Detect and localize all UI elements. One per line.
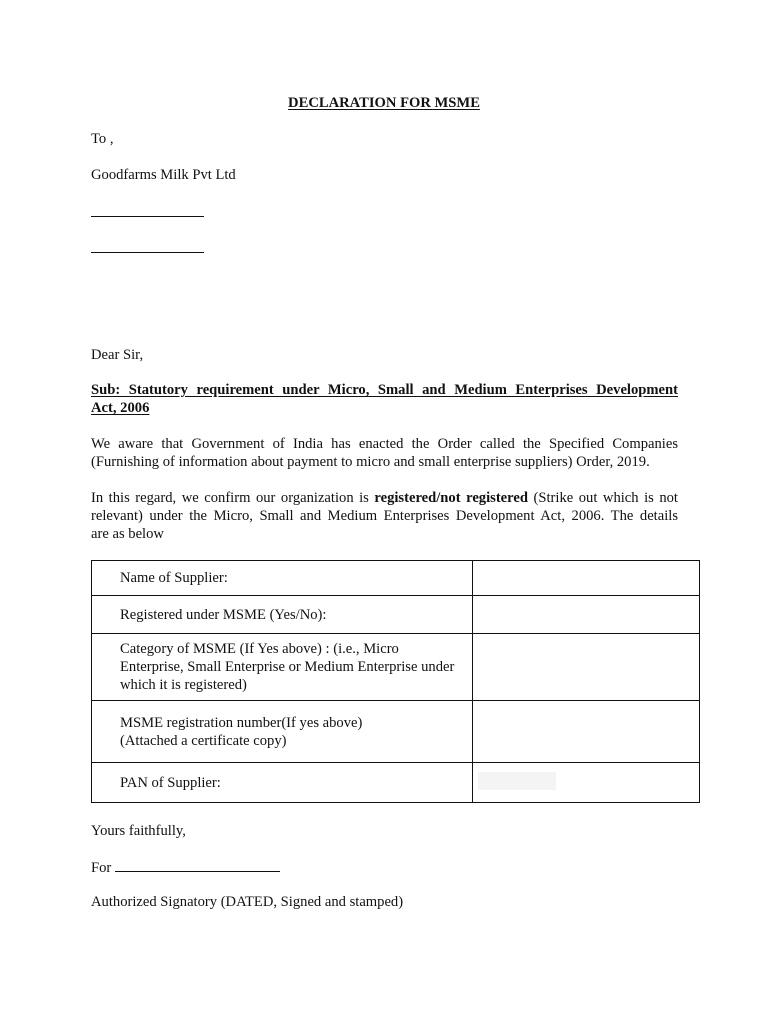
subject-line-1: Sub: Statutory requirement under Micro, Small and Medium Enterprises Development (91, 382, 678, 398)
paragraph-2-text-after: (Strike out which is not (527, 490, 678, 506)
table-label-line: which it is registered) (120, 677, 247, 693)
table-label-line: Registered under MSME (Yes/No): (120, 606, 327, 623)
table-row (92, 701, 700, 763)
table-row (92, 596, 700, 634)
subject-line-2: Act, 2006 (91, 400, 150, 416)
document-title: DECLARATION FOR MSME (288, 95, 480, 111)
table-label-line: Enterprise, Small Enterprise or Medium Enterprise under (120, 659, 455, 675)
table-row (92, 561, 700, 596)
table-label-line: Name of Supplier: (120, 570, 228, 586)
paragraph-2-line-3: are as below (91, 526, 164, 542)
subject-line (91, 381, 678, 417)
table-label-line: PAN of Supplier: (120, 774, 221, 791)
salutation: Dear Sir, (91, 347, 144, 363)
authorized-signatory-line: Authorized Signatory (DATED, Signed and stamped) (91, 894, 404, 910)
to-line: To , (91, 131, 114, 147)
paragraph-2-line-1 (91, 489, 678, 507)
table-label-line: (Attached a certificate copy) (120, 732, 287, 749)
msme-registered-label (92, 596, 473, 634)
supplier-name-field[interactable] (473, 561, 700, 596)
closing-line: Yours faithfully, (91, 823, 186, 839)
msme-registration-number-field[interactable] (473, 701, 700, 763)
paragraph-1-line-2: (Furnishing of information about payment to micro and small enterprise suppliers) Order, 2019. (91, 454, 650, 470)
company-name-blank (115, 857, 280, 872)
table-row (92, 634, 700, 701)
paragraph-1-line-1: We aware that Government of India has enacted the Order called the Specified Companies (91, 436, 678, 452)
for-line (91, 857, 280, 877)
pan-field-shading (478, 772, 556, 790)
paragraph-2-line-2: relevant) under the Micro, Small and Medium Enterprises Development Act, 2006. The details (91, 508, 678, 524)
pan-label (92, 763, 473, 803)
msme-registration-number-label (92, 701, 473, 763)
paragraph-order-notice (91, 435, 678, 471)
address-blank-line-1 (91, 216, 204, 217)
msme-category-field[interactable] (473, 634, 700, 701)
table-row (92, 763, 700, 803)
paragraph-registration-confirmation (91, 489, 678, 543)
msme-registered-field[interactable] (473, 596, 700, 634)
msme-category-label (92, 634, 473, 701)
for-label: For (91, 860, 112, 876)
supplier-name-label (92, 561, 473, 596)
table-label-line: Category of MSME (If Yes above) : (i.e., Micro (120, 641, 399, 657)
supplier-details-table (91, 560, 700, 803)
address-blank-line-2 (91, 252, 204, 253)
registration-status-option: registered/not registered (374, 490, 528, 506)
recipient-name: Goodfarms Milk Pvt Ltd (91, 167, 236, 183)
table-label-line: MSME registration number(If yes above) (120, 714, 363, 731)
paragraph-2-text-before: In this regard, we confirm our organization is (91, 490, 375, 506)
